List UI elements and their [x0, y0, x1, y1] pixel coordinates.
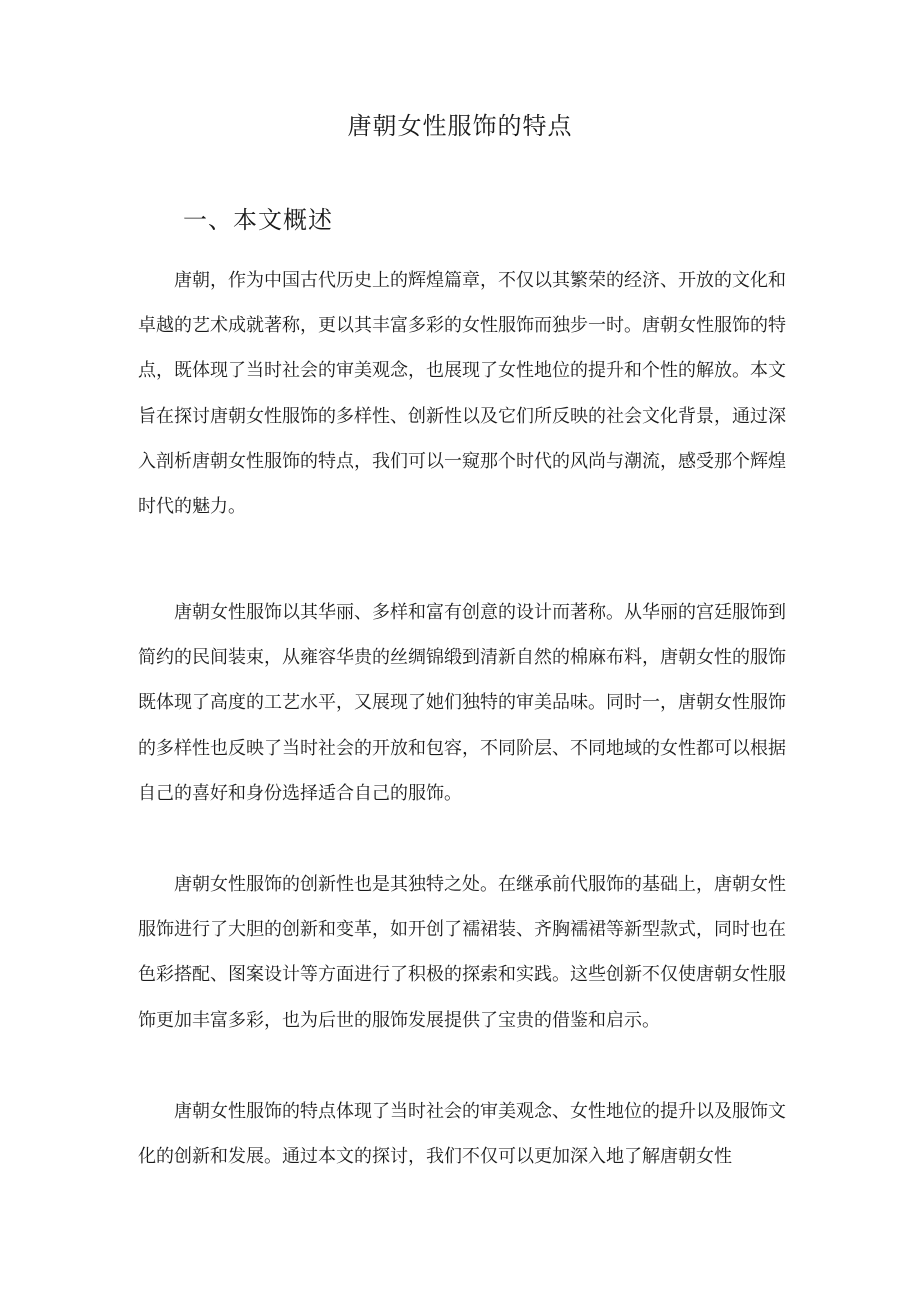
section-heading: 一、本文概述 — [183, 206, 333, 234]
paragraph-summary: 唐朝女性服饰的特点体现了当时社会的审美观念、女性地位的提升以及服饰文化的创新和发展。通过本文的探讨，我们不仅可以更加深入地了解唐朝女性 — [138, 1101, 786, 1168]
paragraph-diversity: 唐朝女性服饰以其华丽、多样和富有创意的设计而著称。从华丽的宫廷服饰到简约的民间装束，从雍容华贵的丝绸锦缎到清新自然的棉麻布料，唐朝女性的服饰既体现了高度的工艺水平，又展现了她们独特的审美品味。同时一，唐朝女性服饰的多样性也反映了当时社会的开放和包容，不同阶层、不同地域的女性都可以根据自己的喜好和身份选择适合自己的服饰。 — [138, 602, 786, 804]
paragraph-innovation: 唐朝女性服饰的创新性也是其独特之处。在继承前代服饰的基础上，唐朝女性服饰进行了大胆的创新和变革，如开创了襦裙装、齐胸襦裙等新型款式，同时也在色彩搭配、图案设计等方面进行了积极的探索和实践。这些创新不仅使唐朝女性服饰更加丰富多彩，也为后世的服饰发展提供了宝贵的借鉴和启示。 — [138, 874, 786, 1031]
document-title: 唐朝女性服饰的特点 — [347, 112, 573, 140]
paragraph-overview: 唐朝，作为中国古代历史上的辉煌篇章，不仅以其繁荣的经济、开放的文化和卓越的艺术成就著称，更以其丰富多彩的女性服饰而独步一时。唐朝女性服饰的特点，既体现了当时社会的审美观念，也展现了女性地位的提升和个性的解放。本文旨在探讨唐朝女性服饰的多样性、创新性以及它们所反映的社会文化背景，通过深入剖析唐朝女性服饰的特点，我们可以一窥那个时代的风尚与潮流，感受那个辉煌时代的魅力。 — [138, 270, 786, 518]
